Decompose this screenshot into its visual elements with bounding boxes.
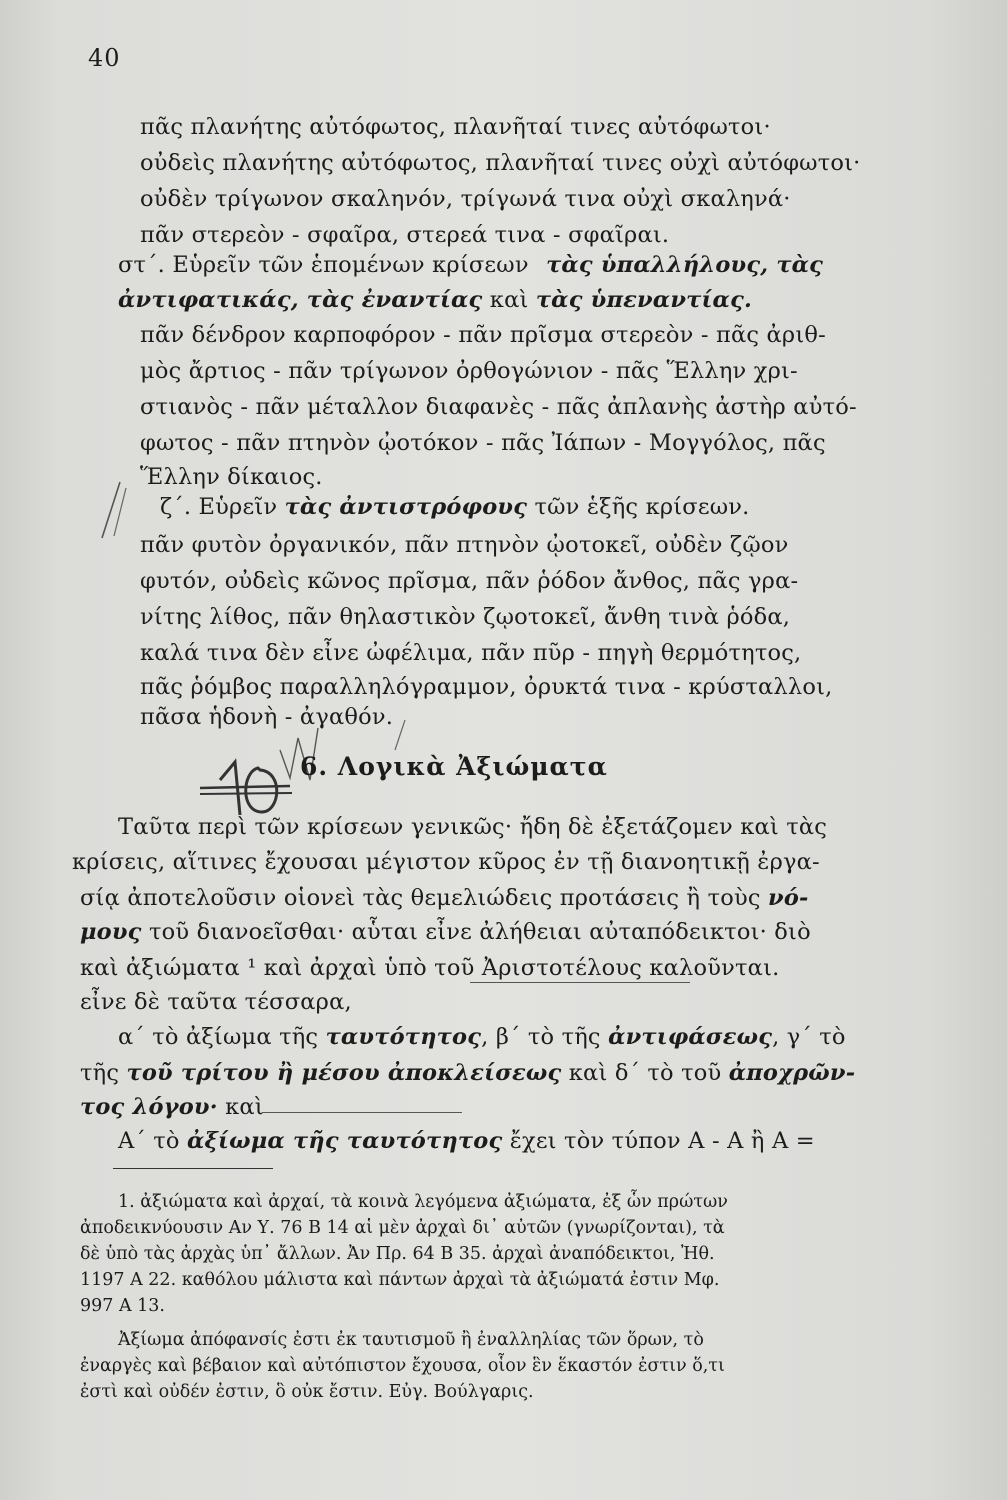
exercise-st-bold: ἀντιφατικάς, τὰς ἐναντίας [118, 287, 483, 313]
text-span: σίᾳ ἀποτελοῦσιν οἱονεὶ τὰς θεμελιώδεις προτάσεις ἢ τοὺς [80, 885, 761, 911]
text-line: πᾶσα ἡδονὴ - ἀγαθόν. [140, 704, 394, 730]
section-heading: 6. Λογικὰ Ἀξιώματα [300, 752, 608, 781]
text-line: καὶ ἀξιώματα ¹ καὶ ἀρχαὶ ὑπὸ τοῦ Ἀριστοτέλους καλοῦνται. [80, 955, 780, 981]
text-line: πᾶν στερεὸν - σφαῖρα, στερεά τινα - σφαῖραι. [140, 222, 670, 248]
exercise-st-bold: τὰς ὑπεναντίας. [535, 287, 753, 313]
pencil-underline [262, 1112, 462, 1113]
text-span: τοῦ διανοεῖσθαι· αὗται εἶνε ἀλήθειαι αὐταπόδεικτοι· διὸ [141, 919, 811, 945]
text-span: , β΄ τὸ τῆς [481, 1024, 609, 1050]
exercise-z-lead: ζ΄. Εὑρεῖν [160, 494, 285, 520]
text-span: ἔχει τὸν τύπον Α - Α ἢ Α = [502, 1128, 815, 1154]
text-line: πᾶν δένδρον καρποφόρον - πᾶν πρῖσμα στερεὸν - πᾶς ἀριθ- [140, 322, 826, 348]
text-span-bold: ἀξίωμα τῆς ταυτότητος [187, 1128, 503, 1154]
exercise-st-heading-cont [0, 285, 1007, 319]
text-line [0, 1092, 1007, 1126]
text-line [0, 1126, 1007, 1160]
text-line: πᾶν φυτὸν ὀργανικόν, πᾶν πτηνὸν ᾠοτοκεῖ, οὐδὲν ζῷον [140, 532, 789, 558]
text-line: πᾶς ῥόμβος παραλληλόγραμμον, ὀρυκτά τινα - κρύσταλλοι, [140, 674, 833, 700]
text-line: Ἕλλην δίκαιος. [140, 464, 323, 490]
text-span: τῆς [80, 1060, 127, 1086]
footnote-line: δὲ ὑπὸ τὰς ἀρχὰς ὑπ᾽ ἄλλων. Ἀν Πρ. 64 Β 35. ἀρχαὶ ἀναπόδεικτοι, Ἠθ. [80, 1244, 715, 1264]
footnote-line: 1. ἀξιώματα καὶ ἀρχαί, τὰ κοινὰ λεγόμενα ἀξιώματα, ἐξ ὧν πρώτων [118, 1192, 728, 1212]
text-line: οὐδὲν τρίγωνον σκαληνόν, τρίγωνά τινα οὐχὶ σκαληνά· [140, 186, 791, 212]
text-line: μὸς ἄρτιος - πᾶν τρίγωνον ὀρθογώνιον - πᾶς Ἕλλην χρι- [140, 358, 798, 384]
text-line [0, 917, 1007, 951]
footnote-line: Ἀξίωμα ἀπόφανσίς ἐστι ἐκ ταυτισμοῦ ἢ ἐναλληλίας τῶν ὅρων, τὸ [118, 1330, 704, 1350]
footnote-line: ἐναργὲς καὶ βέβαιον καὶ αὐτόπιστον ἔχουσα, οἷον ἓν ἕκαστόν ἐστιν ὅ,τι [80, 1356, 725, 1376]
footnote-line: 1197 Α 22. καθόλου μάλιστα καὶ πάντων ἀρχαὶ τὰ ἀξιώματά ἐστιν Μφ. [80, 1270, 720, 1290]
text-line: κρίσεις, αἵτινες ἔχουσαι μέγιστον κῦρος ἐν τῇ διανοητικῇ ἐργα- [72, 849, 820, 875]
text-span: καὶ [217, 1094, 264, 1120]
text-span: καὶ δ΄ τὸ τοῦ [561, 1060, 729, 1086]
text-span-bold: τος λόγου· [80, 1094, 218, 1120]
footnote-line: 997 Α 13. [80, 1296, 165, 1316]
text-line: Ταῦτα περὶ τῶν κρίσεων γενικῶς· ἤδη δὲ ἐξετάζομεν καὶ τὰς [118, 814, 828, 840]
text-line [0, 883, 1007, 917]
text-line: νίτης λίθος, πᾶν θηλαστικὸν ζῳοτοκεῖ, ἄνθη τινὰ ῥόδα, [140, 604, 791, 630]
text-line: φυτόν, οὐδεὶς κῶνος πρῖσμα, πᾶν ῥόδον ἄνθος, πᾶς γρα- [140, 568, 799, 594]
text-span-bold: ταυτότητος [325, 1024, 482, 1050]
exercise-z-tail: τῶν ἑξῆς κρίσεων. [527, 494, 750, 520]
text-span-bold: νό- [768, 885, 809, 911]
pencil-underline [470, 982, 690, 983]
exercise-z-heading [0, 492, 1007, 526]
exercise-st-lead: στ΄. Εὑρεῖν τῶν ἑπομένων κρίσεων [118, 252, 529, 278]
text-span-bold: ἀποχρῶν- [728, 1060, 856, 1086]
footnote-line: ἐστὶ καὶ οὐδέν ἐστιν, ὃ οὐκ ἔστιν. Εὐγ. Βούλγαρις. [80, 1382, 534, 1402]
text-line: στιανὸς - πᾶν μέταλλον διαφανὲς - πᾶς ἀπλανὴς ἀστὴρ αὐτό- [140, 394, 857, 420]
page-number: 40 [88, 44, 121, 72]
text-span: , γ΄ τὸ [772, 1024, 846, 1050]
text-line [0, 1022, 1007, 1056]
text-line: εἶνε δὲ ταῦτα τέσσαρα, [80, 989, 352, 1015]
text-span: α΄ τὸ ἀξίωμα τῆς [118, 1024, 326, 1050]
footnote-line: ἀποδεικνύουσιν Αν Υ. 76 Β 14 αἱ μὲν ἀρχαὶ δι᾽ αὐτῶν (γνωρίζονται), τὰ [80, 1218, 725, 1238]
text-span-bold: τοῦ τρίτου ἢ μέσου ἀποκλείσεως [126, 1060, 562, 1086]
text-line: καλά τινα δὲν εἶνε ὠφέλιμα, πᾶν πῦρ - πηγὴ θερμότητος, [140, 640, 802, 666]
footnote-rule [113, 1168, 273, 1169]
text-line: οὐδεὶς πλανήτης αὐτόφωτος, πλανῆταί τινες οὐχὶ αὐτόφωτοι· [140, 150, 861, 176]
exercise-z-bold: τὰς ἀντιστρόφους [284, 494, 528, 520]
text-span: Α΄ τὸ [118, 1128, 187, 1154]
text-line: πᾶς πλανήτης αὐτόφωτος, πλανῆταί τινες αὐτόφωτοι· [140, 114, 771, 140]
text-span-bold: ἀντιφάσεως [608, 1024, 773, 1050]
exercise-st-heading [0, 250, 1007, 284]
exercise-st-bold: τὰς ὑπαλλήλους, τὰς [546, 252, 824, 278]
text-line: φωτος - πᾶν πτηνὸν ᾠοτόκον - πᾶς Ἰάπων - Μογγόλος, πᾶς [140, 430, 826, 456]
text-line [0, 1058, 1007, 1092]
text-span-bold: μους [80, 919, 142, 945]
exercise-st-mid: καὶ [482, 287, 536, 313]
